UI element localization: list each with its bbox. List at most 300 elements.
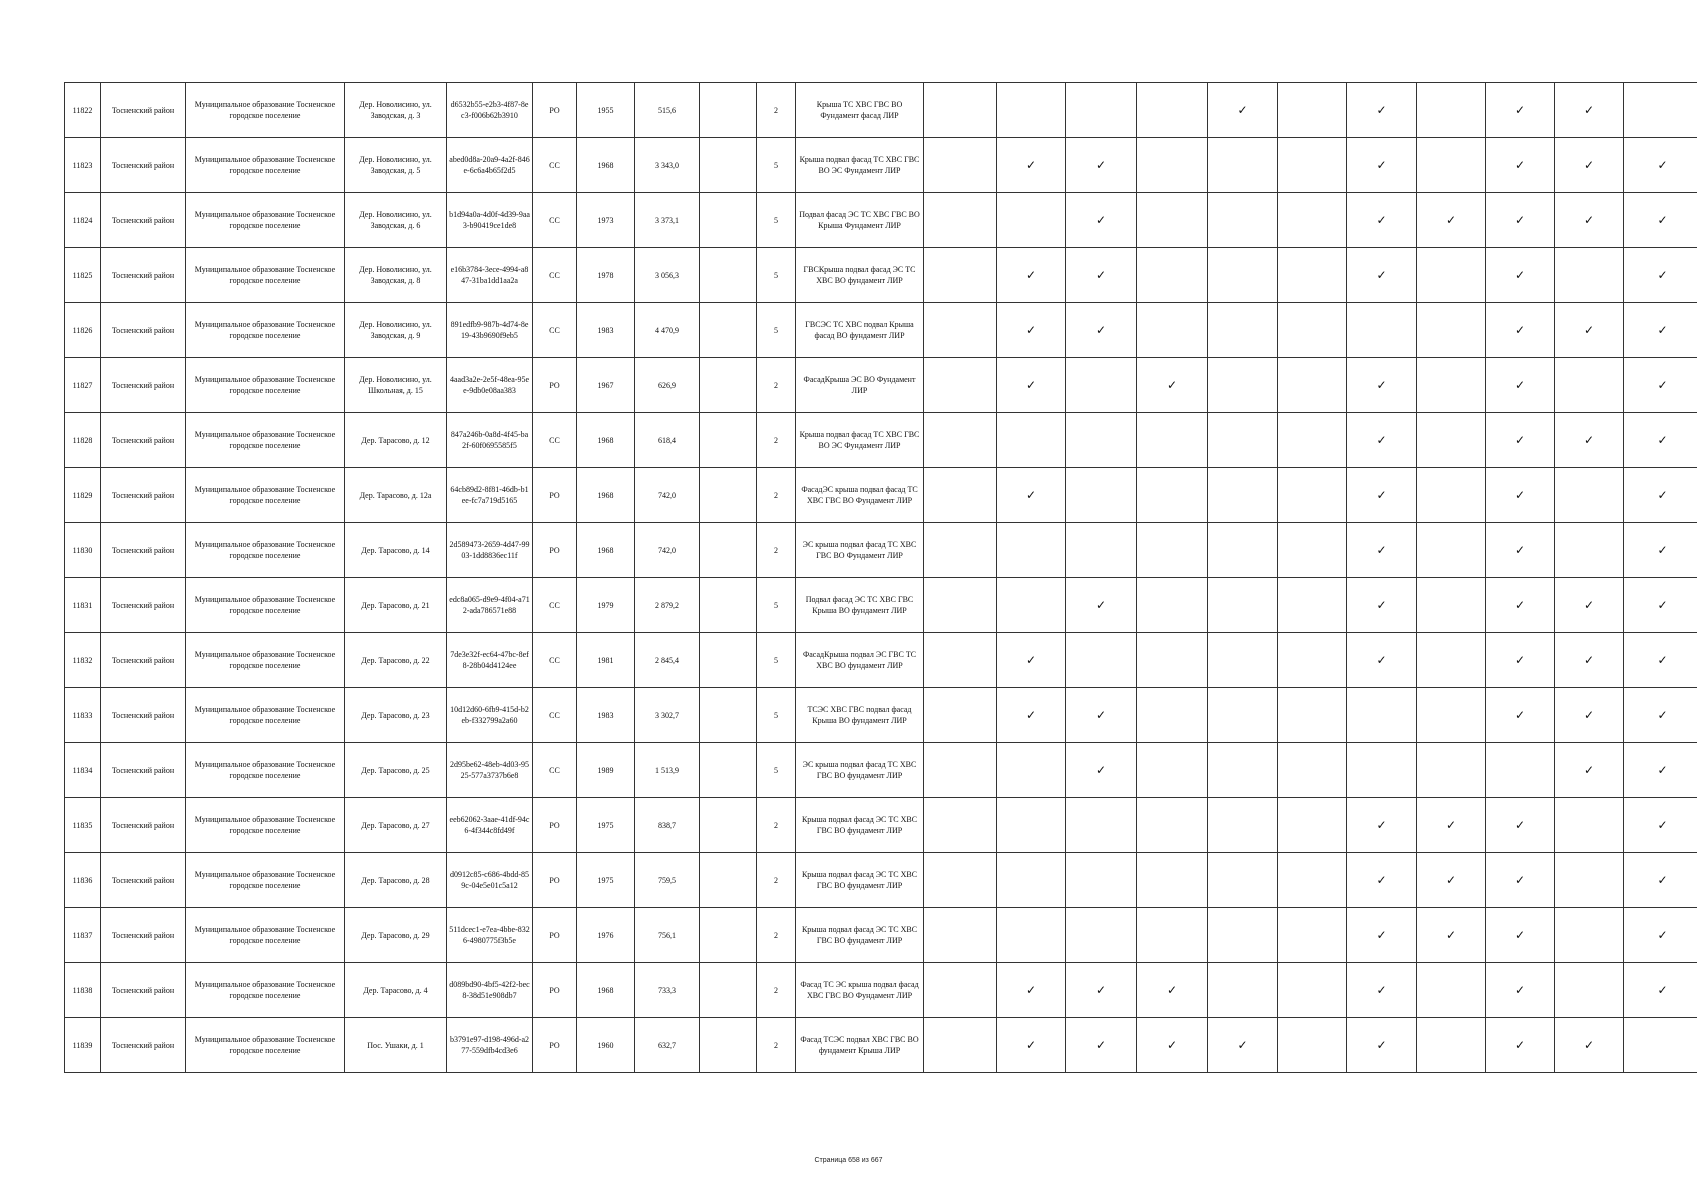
blank-cell	[700, 138, 757, 193]
year-cell: 1968	[577, 138, 635, 193]
work-check-cell: ✓	[997, 358, 1066, 413]
works-list-cell: Крыша подвал фасад ТС ХВС ГВС ВО ЭС Фундамент ЛИР	[796, 413, 924, 468]
spacer-cell	[924, 688, 997, 743]
work-check-cell	[1417, 248, 1486, 303]
work-check-cell: ✓	[1624, 963, 1697, 1018]
area-cell: 756,1	[635, 908, 700, 963]
work-check-cell: ✓	[1347, 908, 1417, 963]
work-check-cell	[1278, 83, 1347, 138]
work-check-cell	[1417, 413, 1486, 468]
work-check-cell	[1555, 523, 1624, 578]
district-cell: Тосненский район	[101, 578, 186, 633]
works-list-cell: Подвал фасад ЭС ТС ХВС ГВС ВО Крыша Фундамент ЛИР	[796, 193, 924, 248]
guid-cell: 891edfb9-987b-4d74-8e19-43b9690f9eb5	[447, 303, 533, 358]
material-type-cell: РО	[533, 908, 577, 963]
work-check-cell	[1208, 468, 1278, 523]
address-cell: Дер. Тарасово, д. 27	[345, 798, 447, 853]
blank-cell	[700, 193, 757, 248]
municipality-cell: Муниципальное образование Тосненское городское поселение	[186, 578, 345, 633]
work-check-cell	[1137, 138, 1208, 193]
work-check-cell	[1137, 633, 1208, 688]
year-cell: 1973	[577, 193, 635, 248]
table-row	[65, 963, 1697, 1018]
table-row	[65, 83, 1697, 138]
district-cell: Тосненский район	[101, 138, 186, 193]
work-check-cell: ✓	[1066, 138, 1137, 193]
work-check-cell: ✓	[1486, 908, 1555, 963]
blank-cell	[700, 963, 757, 1018]
district-cell: Тосненский район	[101, 1018, 186, 1073]
year-cell: 1983	[577, 303, 635, 358]
row-id-cell: 11831	[65, 578, 101, 633]
work-check-cell: ✓	[1555, 743, 1624, 798]
work-check-cell: ✓	[1486, 193, 1555, 248]
work-check-cell	[1137, 83, 1208, 138]
work-check-cell	[1486, 743, 1555, 798]
work-check-cell	[1417, 578, 1486, 633]
district-cell: Тосненский район	[101, 633, 186, 688]
district-cell: Тосненский район	[101, 193, 186, 248]
work-check-cell: ✓	[1347, 468, 1417, 523]
guid-cell: 2d589473-2659-4d47-9903-1dd8836ec11f	[447, 523, 533, 578]
floors-cell: 2	[757, 358, 796, 413]
work-check-cell: ✓	[1486, 578, 1555, 633]
guid-cell: 511dcec1-e7ea-4bbe-8326-4980775f3b5e	[447, 908, 533, 963]
address-cell: Дер. Новолисино, ул. Школьная, д. 15	[345, 358, 447, 413]
works-list-cell: Крыша ТС ХВС ГВС ВО Фундамент фасад ЛИР	[796, 83, 924, 138]
works-list-cell: ГВСКрыша подвал фасад ЭС ТС ХВС ВО фундамент ЛИР	[796, 248, 924, 303]
works-list-cell: ФасадЭС крыша подвал фасад ТС ХВС ГВС ВО Фундамент ЛИР	[796, 468, 924, 523]
work-check-cell	[1208, 193, 1278, 248]
table-row	[65, 853, 1697, 908]
year-cell: 1981	[577, 633, 635, 688]
row-id-cell: 11833	[65, 688, 101, 743]
floors-cell: 5	[757, 193, 796, 248]
works-list-cell: ФасадКрыша подвал ЭС ГВС ТС ХВС ВО фундамент ЛИР	[796, 633, 924, 688]
area-cell: 742,0	[635, 468, 700, 523]
work-check-cell	[1137, 248, 1208, 303]
municipality-cell: Муниципальное образование Тосненское городское поселение	[186, 303, 345, 358]
area-cell: 3 056,3	[635, 248, 700, 303]
work-check-cell: ✓	[1486, 523, 1555, 578]
area-cell: 3 343,0	[635, 138, 700, 193]
work-check-cell: ✓	[1347, 138, 1417, 193]
works-list-cell: ФасадКрыша ЭС ВО Фундамент ЛИР	[796, 358, 924, 413]
municipality-cell: Муниципальное образование Тосненское городское поселение	[186, 743, 345, 798]
work-check-cell	[1137, 853, 1208, 908]
work-check-cell	[997, 798, 1066, 853]
address-cell: Дер. Новолисино, ул. Заводская, д. 9	[345, 303, 447, 358]
work-check-cell	[997, 83, 1066, 138]
work-check-cell: ✓	[1137, 1018, 1208, 1073]
guid-cell: d089bd90-4bf5-42f2-bec8-38d51e908db7	[447, 963, 533, 1018]
work-check-cell	[1066, 523, 1137, 578]
work-check-cell	[997, 193, 1066, 248]
material-type-cell: СС	[533, 138, 577, 193]
table-row	[65, 743, 1697, 798]
municipality-cell: Муниципальное образование Тосненское городское поселение	[186, 1018, 345, 1073]
material-type-cell: СС	[533, 193, 577, 248]
spacer-cell	[924, 798, 997, 853]
table-row	[65, 523, 1697, 578]
row-id-cell: 11829	[65, 468, 101, 523]
work-check-cell	[1278, 138, 1347, 193]
work-check-cell: ✓	[1347, 963, 1417, 1018]
works-list-cell: Крыша подвал фасад ЭС ТС ХВС ГВС ВО фундамент ЛИР	[796, 798, 924, 853]
work-check-cell: ✓	[1486, 963, 1555, 1018]
work-check-cell	[1208, 138, 1278, 193]
address-cell: Дер. Новолисино, ул. Заводская, д. 3	[345, 83, 447, 138]
row-id-cell: 11832	[65, 633, 101, 688]
work-check-cell: ✓	[1208, 1018, 1278, 1073]
work-check-cell	[1278, 1018, 1347, 1073]
row-id-cell: 11823	[65, 138, 101, 193]
guid-cell: abed0d8a-20a9-4a2f-846e-6c6a4b65f2d5	[447, 138, 533, 193]
work-check-cell	[1137, 743, 1208, 798]
work-check-cell	[1347, 743, 1417, 798]
area-cell: 3 373,1	[635, 193, 700, 248]
work-check-cell	[1208, 853, 1278, 908]
work-check-cell	[1066, 853, 1137, 908]
year-cell: 1975	[577, 798, 635, 853]
work-check-cell	[1066, 798, 1137, 853]
work-check-cell	[1208, 633, 1278, 688]
work-check-cell	[1555, 798, 1624, 853]
work-check-cell	[1555, 853, 1624, 908]
work-check-cell: ✓	[1486, 413, 1555, 468]
address-cell: Дер. Тарасово, д. 25	[345, 743, 447, 798]
table-row	[65, 798, 1697, 853]
municipality-cell: Муниципальное образование Тосненское городское поселение	[186, 853, 345, 908]
work-check-cell	[1278, 413, 1347, 468]
housing-table	[64, 82, 1697, 1073]
work-check-cell	[1417, 83, 1486, 138]
guid-cell: d0912c85-c686-4bdd-859c-04e5e01c5a12	[447, 853, 533, 908]
spacer-cell	[924, 248, 997, 303]
municipality-cell: Муниципальное образование Тосненское городское поселение	[186, 248, 345, 303]
guid-cell: d6532b55-e2b3-4f87-8ec3-f006b62b3910	[447, 83, 533, 138]
district-cell: Тосненский район	[101, 413, 186, 468]
material-type-cell: РО	[533, 853, 577, 908]
work-check-cell: ✓	[1624, 798, 1697, 853]
work-check-cell	[1278, 523, 1347, 578]
work-check-cell	[1555, 358, 1624, 413]
area-cell: 838,7	[635, 798, 700, 853]
work-check-cell	[1208, 963, 1278, 1018]
address-cell: Дер. Тарасово, д. 4	[345, 963, 447, 1018]
work-check-cell: ✓	[997, 248, 1066, 303]
work-check-cell: ✓	[1486, 798, 1555, 853]
year-cell: 1989	[577, 743, 635, 798]
blank-cell	[700, 303, 757, 358]
work-check-cell: ✓	[997, 1018, 1066, 1073]
work-check-cell: ✓	[1486, 303, 1555, 358]
address-cell: Дер. Тарасово, д. 21	[345, 578, 447, 633]
work-check-cell: ✓	[1066, 743, 1137, 798]
district-cell: Тосненский район	[101, 358, 186, 413]
work-check-cell: ✓	[1066, 193, 1137, 248]
area-cell: 759,5	[635, 853, 700, 908]
municipality-cell: Муниципальное образование Тосненское городское поселение	[186, 963, 345, 1018]
work-check-cell: ✓	[997, 468, 1066, 523]
floors-cell: 2	[757, 853, 796, 908]
municipality-cell: Муниципальное образование Тосненское городское поселение	[186, 193, 345, 248]
blank-cell	[700, 413, 757, 468]
guid-cell: 64cb89d2-8f81-46db-b1ee-fc7a719d5165	[447, 468, 533, 523]
address-cell: Дер. Новолисино, ул. Заводская, д. 6	[345, 193, 447, 248]
district-cell: Тосненский район	[101, 853, 186, 908]
works-list-cell: Фасад ТС ЭС крыша подвал фасад ХВС ГВС ВО Фундамент ЛИР	[796, 963, 924, 1018]
material-type-cell: РО	[533, 963, 577, 1018]
district-cell: Тосненский район	[101, 523, 186, 578]
work-check-cell: ✓	[1347, 413, 1417, 468]
spacer-cell	[924, 963, 997, 1018]
work-check-cell	[1137, 798, 1208, 853]
floors-cell: 2	[757, 908, 796, 963]
work-check-cell: ✓	[1624, 743, 1697, 798]
work-check-cell	[1208, 743, 1278, 798]
blank-cell	[700, 743, 757, 798]
material-type-cell: СС	[533, 303, 577, 358]
work-check-cell	[1278, 633, 1347, 688]
work-check-cell: ✓	[1624, 853, 1697, 908]
work-check-cell: ✓	[1347, 83, 1417, 138]
row-id-cell: 11826	[65, 303, 101, 358]
work-check-cell: ✓	[1347, 798, 1417, 853]
work-check-cell	[1066, 633, 1137, 688]
work-check-cell	[1555, 963, 1624, 1018]
work-check-cell: ✓	[1347, 1018, 1417, 1073]
work-check-cell: ✓	[1417, 798, 1486, 853]
work-check-cell	[1347, 303, 1417, 358]
year-cell: 1967	[577, 358, 635, 413]
district-cell: Тосненский район	[101, 83, 186, 138]
work-check-cell: ✓	[1555, 1018, 1624, 1073]
work-check-cell	[1137, 578, 1208, 633]
work-check-cell: ✓	[1347, 193, 1417, 248]
spacer-cell	[924, 413, 997, 468]
material-type-cell: СС	[533, 743, 577, 798]
district-cell: Тосненский район	[101, 248, 186, 303]
work-check-cell: ✓	[997, 633, 1066, 688]
work-check-cell	[1417, 1018, 1486, 1073]
work-check-cell: ✓	[1066, 578, 1137, 633]
municipality-cell: Муниципальное образование Тосненское городское поселение	[186, 413, 345, 468]
row-id-cell: 11837	[65, 908, 101, 963]
material-type-cell: РО	[533, 1018, 577, 1073]
work-check-cell: ✓	[1066, 688, 1137, 743]
work-check-cell: ✓	[1417, 193, 1486, 248]
works-list-cell: ЭС крыша подвал фасад ТС ХВС ГВС ВО Фундамент ЛИР	[796, 523, 924, 578]
area-cell: 733,3	[635, 963, 700, 1018]
area-cell: 626,9	[635, 358, 700, 413]
municipality-cell: Муниципальное образование Тосненское городское поселение	[186, 83, 345, 138]
work-check-cell	[1417, 138, 1486, 193]
work-check-cell	[1278, 963, 1347, 1018]
work-check-cell	[1066, 83, 1137, 138]
work-check-cell: ✓	[1624, 193, 1697, 248]
work-check-cell	[1208, 413, 1278, 468]
work-check-cell: ✓	[1417, 853, 1486, 908]
table-row	[65, 468, 1697, 523]
work-check-cell: ✓	[1624, 578, 1697, 633]
table-row	[65, 688, 1697, 743]
address-cell: Дер. Тарасово, д. 14	[345, 523, 447, 578]
table-row	[65, 1018, 1697, 1073]
work-check-cell: ✓	[1624, 468, 1697, 523]
area-cell: 3 302,7	[635, 688, 700, 743]
work-check-cell	[1417, 358, 1486, 413]
blank-cell	[700, 523, 757, 578]
work-check-cell	[1066, 908, 1137, 963]
work-check-cell: ✓	[997, 303, 1066, 358]
spacer-cell	[924, 523, 997, 578]
blank-cell	[700, 908, 757, 963]
material-type-cell: РО	[533, 83, 577, 138]
work-check-cell: ✓	[1624, 413, 1697, 468]
floors-cell: 5	[757, 248, 796, 303]
work-check-cell: ✓	[1555, 578, 1624, 633]
area-cell: 742,0	[635, 523, 700, 578]
work-check-cell	[1278, 688, 1347, 743]
work-check-cell: ✓	[1486, 853, 1555, 908]
table-row	[65, 413, 1697, 468]
work-check-cell: ✓	[997, 688, 1066, 743]
area-cell: 2 845,4	[635, 633, 700, 688]
work-check-cell	[997, 413, 1066, 468]
material-type-cell: СС	[533, 633, 577, 688]
work-check-cell	[1417, 963, 1486, 1018]
spacer-cell	[924, 578, 997, 633]
floors-cell: 2	[757, 798, 796, 853]
row-id-cell: 11827	[65, 358, 101, 413]
spacer-cell	[924, 908, 997, 963]
spacer-cell	[924, 138, 997, 193]
year-cell: 1975	[577, 853, 635, 908]
work-check-cell	[1278, 358, 1347, 413]
blank-cell	[700, 83, 757, 138]
work-check-cell	[1278, 798, 1347, 853]
work-check-cell	[1417, 633, 1486, 688]
guid-cell: b3791e97-d198-496d-a277-559dfb4cd3e6	[447, 1018, 533, 1073]
work-check-cell	[1066, 468, 1137, 523]
work-check-cell	[997, 743, 1066, 798]
year-cell: 1978	[577, 248, 635, 303]
work-check-cell	[1137, 908, 1208, 963]
area-cell: 515,6	[635, 83, 700, 138]
work-check-cell	[1066, 413, 1137, 468]
works-list-cell: Крыша подвал фасад ЭС ТС ХВС ГВС ВО фундамент ЛИР	[796, 908, 924, 963]
guid-cell: 10d12d60-6fb9-415d-b2eb-f332799a2a60	[447, 688, 533, 743]
works-list-cell: ТСЭС ХВС ГВС подвал фасад Крыша ВО фундамент ЛИР	[796, 688, 924, 743]
municipality-cell: Муниципальное образование Тосненское городское поселение	[186, 468, 345, 523]
work-check-cell	[1278, 248, 1347, 303]
work-check-cell: ✓	[1137, 358, 1208, 413]
work-check-cell	[997, 908, 1066, 963]
row-id-cell: 11825	[65, 248, 101, 303]
material-type-cell: РО	[533, 523, 577, 578]
material-type-cell: РО	[533, 358, 577, 413]
work-check-cell: ✓	[1208, 83, 1278, 138]
guid-cell: 847a246b-0a8d-4f45-ba2f-60f0695585f5	[447, 413, 533, 468]
floors-cell: 2	[757, 1018, 796, 1073]
material-type-cell: РО	[533, 798, 577, 853]
guid-cell: 2d95be62-48eb-4d03-9525-577a3737b6e8	[447, 743, 533, 798]
district-cell: Тосненский район	[101, 468, 186, 523]
works-list-cell: ЭС крыша подвал фасад ТС ХВС ГВС ВО фундамент ЛИР	[796, 743, 924, 798]
work-check-cell: ✓	[1066, 248, 1137, 303]
guid-cell: 7de3e32f-ec64-47bc-8ef8-28b04d4124ee	[447, 633, 533, 688]
work-check-cell: ✓	[1486, 688, 1555, 743]
floors-cell: 5	[757, 138, 796, 193]
work-check-cell	[1624, 1018, 1697, 1073]
work-check-cell: ✓	[1486, 248, 1555, 303]
work-check-cell: ✓	[1624, 138, 1697, 193]
work-check-cell	[1066, 358, 1137, 413]
work-check-cell	[1137, 688, 1208, 743]
work-check-cell: ✓	[1555, 83, 1624, 138]
work-check-cell	[1417, 523, 1486, 578]
work-check-cell	[1278, 193, 1347, 248]
municipality-cell: Муниципальное образование Тосненское городское поселение	[186, 908, 345, 963]
blank-cell	[700, 248, 757, 303]
area-cell: 4 470,9	[635, 303, 700, 358]
row-id-cell: 11835	[65, 798, 101, 853]
area-cell: 1 513,9	[635, 743, 700, 798]
material-type-cell: СС	[533, 413, 577, 468]
work-check-cell	[1624, 83, 1697, 138]
work-check-cell	[1208, 798, 1278, 853]
row-id-cell: 11839	[65, 1018, 101, 1073]
address-cell: Дер. Тарасово, д. 22	[345, 633, 447, 688]
work-check-cell: ✓	[1555, 633, 1624, 688]
row-id-cell: 11830	[65, 523, 101, 578]
district-cell: Тосненский район	[101, 798, 186, 853]
work-check-cell: ✓	[1624, 248, 1697, 303]
floors-cell: 5	[757, 303, 796, 358]
row-id-cell: 11822	[65, 83, 101, 138]
work-check-cell	[1208, 578, 1278, 633]
floors-cell: 2	[757, 83, 796, 138]
table-row	[65, 578, 1697, 633]
work-check-cell	[1278, 853, 1347, 908]
work-check-cell: ✓	[1624, 303, 1697, 358]
year-cell: 1960	[577, 1018, 635, 1073]
work-check-cell: ✓	[997, 138, 1066, 193]
work-check-cell: ✓	[1555, 193, 1624, 248]
table-row	[65, 248, 1697, 303]
spacer-cell	[924, 468, 997, 523]
guid-cell: b1d94a0a-4d0f-4d39-9aa3-b90419ce1de8	[447, 193, 533, 248]
blank-cell	[700, 798, 757, 853]
municipality-cell: Муниципальное образование Тосненское городское поселение	[186, 633, 345, 688]
work-check-cell: ✓	[997, 963, 1066, 1018]
blank-cell	[700, 688, 757, 743]
row-id-cell: 11828	[65, 413, 101, 468]
spacer-cell	[924, 853, 997, 908]
work-check-cell	[1555, 908, 1624, 963]
work-check-cell	[1347, 688, 1417, 743]
work-check-cell: ✓	[1624, 688, 1697, 743]
row-id-cell: 11824	[65, 193, 101, 248]
work-check-cell	[1417, 468, 1486, 523]
address-cell: Дер. Новолисино, ул. Заводская, д. 5	[345, 138, 447, 193]
municipality-cell: Муниципальное образование Тосненское городское поселение	[186, 523, 345, 578]
work-check-cell: ✓	[1347, 248, 1417, 303]
work-check-cell: ✓	[1486, 358, 1555, 413]
work-check-cell	[1137, 413, 1208, 468]
work-check-cell: ✓	[1624, 358, 1697, 413]
